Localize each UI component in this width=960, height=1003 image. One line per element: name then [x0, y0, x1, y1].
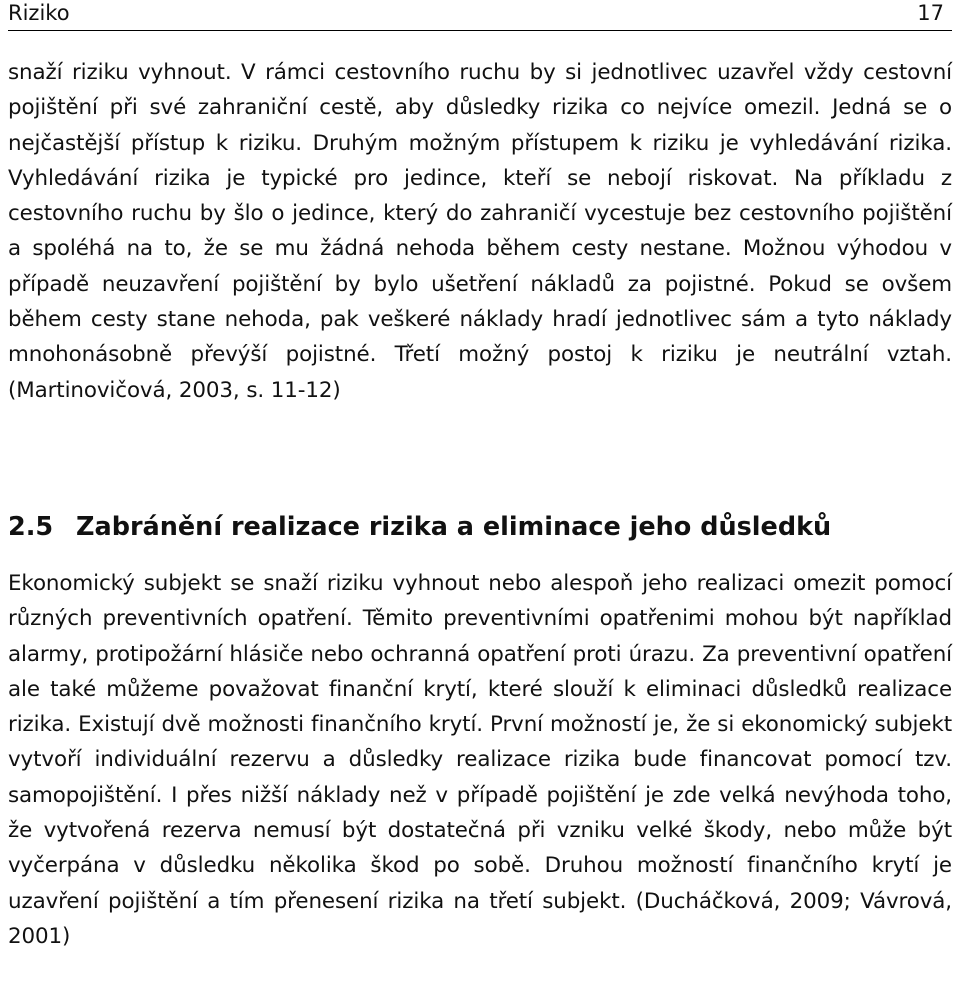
running-header: [8, 0, 952, 31]
paragraph-risk-attitudes: snaží riziku vyhnout. V rámci cestovního ruchu by si jednotlivec uzavřel vždy cestovní pojištění při své zahraniční cestě, aby důsledky rizika co nejvíce omezil. Jedná se o nejčastější přístup k riziku. Druhým možným přístupem k riziku je vyhledávání rizika. Vyhledávání rizika je typické pro jedince, kteří se nebojí riskovat. Na příkladu z cestovního ruchu by šlo o jedince, který do zahraničí vycestuje bez cestovního pojištění a spoléhá na to, že se mu žádná nehoda během cesty nestane. Možnou výhodou v případě neuzavření pojištění by bylo ušetření nákladů za pojistné. Pokud se ovšem během cesty stane nehoda, pak veškeré náklady hradí jednotlivec sám a tyto náklady mnohonásobně převýší pojistné. Třetí možný postoj k riziku je neutrální vztah. (Martinovičová, 2003, s. 11-12): [8, 60, 952, 403]
header-title: Riziko: [8, 1, 70, 25]
page-number: 17: [917, 1, 944, 25]
section-title: Zabránění realizace rizika a eliminace jeho důsledků: [76, 512, 832, 542]
paragraph-risk-prevention: Ekonomický subjekt se snaží riziku vyhnout nebo alespoň jeho realizaci omezit pomocí různých preventivních opatření. Těmito preventivními opatřenimi mohou být například alarmy, protipožární hlásiče nebo ochranná opatření proti úrazu. Za preventivní opatření ale také můžeme považovat finanční krytí, které slouží k eliminaci důsledků realizace rizika. Existují dvě možnosti finančního krytí. První možností je, že si ekonomický subjekt vytvoří individuální rezervu a důsledky realizace rizika bude financovat pomocí tzv. samopojištění. I přes nižší náklady než v případě pojištění je zde velká nevýhoda toho, že vytvořená rezerva nemusí být dostatečná při vzniku velké škody, nebo může být vyčerpána v důsledku několika škod po sobě. Druhou možností finančního krytí je uzavření pojištění a tím přenesení rizika na třetí subjekt. (Ducháčková, 2009; Vávrová, 2001): [8, 571, 952, 949]
section-number: 2.5: [8, 512, 54, 542]
section-heading: [8, 507, 831, 547]
